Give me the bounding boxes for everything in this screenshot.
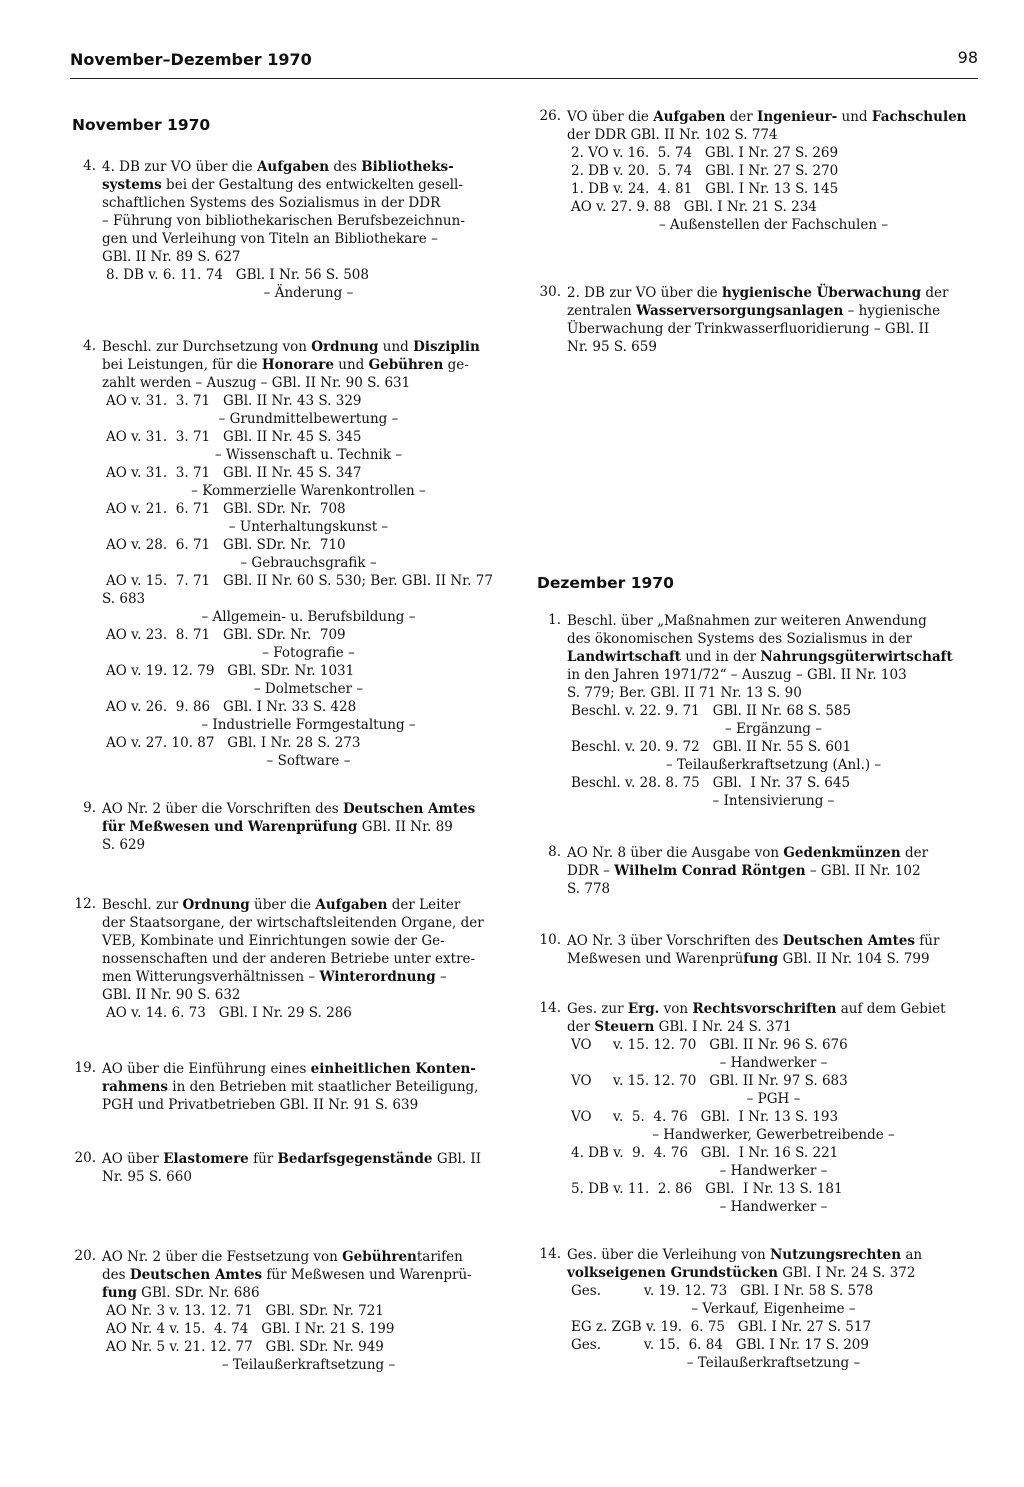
entry-number: 10. (539, 932, 561, 948)
sub-topic: – Teilaußerkraftsetzung – (221, 1357, 396, 1373)
sub-reference: 4. DB v. 9. 4. 76 GBl. I Nr. 16 S. 221 (571, 1145, 839, 1161)
entry-number: 19. (74, 1060, 96, 1076)
sub-topic: – Teilaußerkraftsetzung – (686, 1355, 861, 1371)
sub-reference: 2. DB v. 20. 5. 74 GBl. I Nr. 27 S. 270 (571, 163, 839, 179)
sub-reference: VO v. 15. 12. 70 GBl. II Nr. 97 S. 683 (571, 1073, 848, 1089)
sub-topic: – Industrielle Formgestaltung – (201, 717, 416, 733)
sub-topic: – Handwerker – (719, 1055, 828, 1071)
entry-line: S. 779; Ber. GBl. II 71 Nr. 13 S. 90 (567, 685, 802, 701)
sub-reference: AO v. 21. 6. 71 GBl. SDr. Nr. 708 (106, 501, 346, 517)
sub-topic: – Intensivierung – (712, 793, 835, 809)
entry-body (567, 612, 980, 810)
entry-number: 14. (539, 1246, 561, 1262)
entry-line: Nr. 95 S. 659 (567, 339, 657, 355)
sub-topic: – Software – (266, 753, 351, 769)
entry-line: Meßwesen und Warenprüfung GBl. II Nr. 104 S. 799 (567, 951, 930, 967)
entry-line: volkseigenen Grundstücken GBl. I Nr. 24 S. 372 (567, 1265, 916, 1281)
sub-reference: AO v. 14. 6. 73 GBl. I Nr. 29 S. 286 (106, 1005, 352, 1021)
sub-reference: 8. DB v. 6. 11. 74 GBl. I Nr. 56 S. 508 (106, 267, 369, 283)
sub-reference: Beschl. v. 20. 9. 72 GBl. II Nr. 55 S. 601 (571, 739, 852, 755)
entry-body (102, 1150, 515, 1186)
entry (70, 1150, 515, 1186)
sub-topic: – Änderung – (263, 285, 354, 301)
entry-line: in den Jahren 1971/72“ – Auszug – GBl. II Nr. 103 (567, 667, 907, 683)
entry (535, 1246, 980, 1372)
entry-line: der Steuern GBl. I Nr. 24 S. 371 (567, 1019, 792, 1035)
entry (535, 284, 980, 356)
entry-line: Nr. 95 S. 660 (102, 1169, 192, 1185)
sub-topic: – Handwerker – (719, 1163, 828, 1179)
sub-topic: – PGH – (746, 1091, 801, 1107)
sub-topic: – Handwerker – (719, 1199, 828, 1215)
sub-reference: AO v. 15. 7. 71 GBl. II Nr. 60 S. 530; Ber. GBl. II Nr. 77 (106, 573, 493, 589)
sub-topic: – Teilaußerkraftsetzung (Anl.) – (665, 757, 882, 773)
entry-body (567, 284, 980, 356)
entry-line: gen und Verleihung von Titeln an Bibliothekare – (102, 231, 438, 247)
entry-line: S. 629 (102, 837, 146, 853)
entry-number: 26. (539, 108, 561, 124)
entry-body (567, 108, 980, 234)
entry-line: des ökonomischen Systems des Sozialismus in der (567, 631, 912, 647)
sub-topic: – Allgemein- u. Berufsbildung – (201, 609, 416, 625)
sub-reference: 1. DB v. 24. 4. 81 GBl. I Nr. 13 S. 145 (571, 181, 839, 197)
entry-body (102, 1060, 515, 1114)
entry-line: VEB, Kombinate und Einrichtungen sowie der Ge- (102, 933, 445, 949)
entry-body (102, 800, 515, 854)
sub-topic: – Wissenschaft u. Technik – (214, 447, 403, 463)
entry-line: GBl. II Nr. 90 S. 632 (102, 987, 241, 1003)
entry (535, 932, 980, 968)
sub-topic: – Fotografie – (262, 645, 355, 661)
entry-line: GBl. II Nr. 89 S. 627 (102, 249, 241, 265)
sub-reference: AO v. 27. 9. 88 GBl. I Nr. 21 S. 234 (571, 199, 817, 215)
sub-topic: – Unterhaltungskunst – (228, 519, 389, 535)
sub-reference: AO v. 19. 12. 79 GBl. SDr. Nr. 1031 (106, 663, 355, 679)
entry-number: 4. (83, 158, 96, 174)
sub-reference: Ges. v. 19. 12. 73 GBl. I Nr. 58 S. 578 (571, 1283, 874, 1299)
entry (535, 844, 980, 898)
entry-line: zentralen Wasserversorgungsanlagen – hygienische (567, 303, 941, 319)
entry-number: 20. (74, 1150, 96, 1166)
entry-line: S. 778 (567, 881, 611, 897)
entry-body (567, 932, 980, 968)
sub-reference: AO v. 31. 3. 71 GBl. II Nr. 45 S. 345 (106, 429, 362, 445)
entry-line: fung GBl. SDr. Nr. 686 (102, 1285, 260, 1301)
sub-reference: 2. VO v. 16. 5. 74 GBl. I Nr. 27 S. 269 (571, 145, 839, 161)
entry-line: 2. DB zur VO über die hygienische Überwachung der (567, 285, 949, 301)
entry (535, 612, 980, 810)
entry-line: nossenschaften und der anderen Betriebe unter extre- (102, 951, 476, 967)
entry-number: 8. (548, 844, 561, 860)
running-title: November–Dezember 1970 (70, 50, 312, 69)
entry-line: AO über Elastomere für Bedarfsgegenstände GBl. II (102, 1151, 482, 1167)
entry-number: 12. (74, 896, 96, 912)
sub-topic: – Verkauf, Eigenheime – (691, 1301, 856, 1317)
sub-reference: VO v. 5. 4. 76 GBl. I Nr. 13 S. 193 (571, 1109, 839, 1125)
sub-reference: Ges. v. 15. 6. 84 GBl. I Nr. 17 S. 209 (571, 1337, 869, 1353)
entry-body (102, 338, 515, 770)
entry (70, 1060, 515, 1114)
entry (70, 338, 515, 770)
entry-line: men Witterungsverhältnissen – Winterordnung – (102, 969, 447, 985)
section-heading-dezember: Dezember 1970 (537, 574, 674, 592)
sub-reference: AO v. 26. 9. 86 GBl. I Nr. 33 S. 428 (106, 699, 357, 715)
entry-number: 30. (539, 284, 561, 300)
sub-reference: EG z. ZGB v. 19. 6. 75 GBl. I Nr. 27 S. 517 (571, 1319, 872, 1335)
sub-topic: – Grundmittelbewertung – (218, 411, 399, 427)
sub-reference: 5. DB v. 11. 2. 86 GBl. I Nr. 13 S. 181 (571, 1181, 843, 1197)
entry-body (102, 158, 515, 302)
entry-line: zahlt werden – Auszug – GBl. II Nr. 90 S. 631 (102, 375, 411, 391)
page-number: 98 (957, 48, 978, 67)
sub-reference: AO v. 23. 8. 71 GBl. SDr. Nr. 709 (106, 627, 346, 643)
entry-line: AO Nr. 2 über die Festsetzung von Gebührentarifen (102, 1249, 463, 1265)
sub-reference-continuation: S. 683 (102, 591, 146, 607)
entry (70, 158, 515, 302)
entry-line: schaftlichen Systems des Sozialismus in der DDR (102, 195, 441, 211)
entry-line: Ges. zur Erg. von Rechtsvorschriften auf dem Gebiet (567, 1001, 946, 1017)
entry-body (567, 844, 980, 898)
sub-topic: – Handwerker, Gewerbetreibende – (652, 1127, 895, 1143)
sub-topic: – Dolmetscher – (253, 681, 364, 697)
entry-body (567, 1000, 980, 1216)
sub-reference: Beschl. v. 28. 8. 75 GBl. I Nr. 37 S. 645 (571, 775, 851, 791)
entry-line: Beschl. über „Maßnahmen zur weiteren Anwendung (567, 613, 927, 629)
entry-number: 9. (83, 800, 96, 816)
entry-number: 1. (548, 612, 561, 628)
entry-number: 4. (83, 338, 96, 354)
entry-line: – Führung von bibliothekarischen Berufsbezeichnun- (102, 213, 465, 229)
entry-line: Beschl. zur Durchsetzung von Ordnung und Disziplin (102, 339, 480, 355)
entry-body (102, 1248, 515, 1374)
entry-line: rahmens in den Betrieben mit staatlicher Beteiligung, (102, 1079, 479, 1095)
sub-topic: – Ergänzung – (725, 721, 822, 737)
sub-reference: AO Nr. 5 v. 21. 12. 77 GBl. SDr. Nr. 949 (106, 1339, 384, 1355)
entry-line: für Meßwesen und Warenprüfung GBl. II Nr. 89 (102, 819, 453, 835)
sub-topic: – Kommerzielle Warenkontrollen – (191, 483, 426, 499)
entry-line: AO Nr. 3 über Vorschriften des Deutschen Amtes für (567, 933, 940, 949)
entry-line: bei Leistungen, für die Honorare und Gebühren ge- (102, 357, 469, 373)
sub-reference: AO Nr. 3 v. 13. 12. 71 GBl. SDr. Nr. 721 (106, 1303, 384, 1319)
sub-reference: AO v. 27. 10. 87 GBl. I Nr. 28 S. 273 (106, 735, 361, 751)
entry-line: AO Nr. 2 über die Vorschriften des Deutschen Amtes (102, 801, 476, 817)
entry-line: 4. DB zur VO über die Aufgaben des Bibliotheks- (102, 159, 454, 175)
entry (70, 800, 515, 854)
entry-line: AO Nr. 8 über die Ausgabe von Gedenkmünzen der (567, 845, 929, 861)
sub-reference: AO Nr. 4 v. 15. 4. 74 GBl. I Nr. 21 S. 199 (106, 1321, 395, 1337)
sub-reference: AO v. 31. 3. 71 GBl. II Nr. 45 S. 347 (106, 465, 362, 481)
entry-number: 14. (539, 1000, 561, 1016)
entry-line: Landwirtschaft und in der Nahrungsgüterwirtschaft (567, 649, 953, 665)
entry-line: des Deutschen Amtes für Meßwesen und Warenprü- (102, 1267, 472, 1283)
entry-line: der Staatsorgane, der wirtschaftsleitenden Organe, der (102, 915, 484, 931)
sub-reference: AO v. 31. 3. 71 GBl. II Nr. 43 S. 329 (106, 393, 362, 409)
entry-line: Ges. über die Verleihung von Nutzungsrechten an (567, 1247, 923, 1263)
entry-line: AO über die Einführung eines einheitlichen Konten- (102, 1061, 476, 1077)
entry-line: DDR – Wilhelm Conrad Röntgen – GBl. II Nr. 102 (567, 863, 921, 879)
entry-line: systems bei der Gestaltung des entwickelten gesell- (102, 177, 463, 193)
entry-line: PGH und Privatbetrieben GBl. II Nr. 91 S. 639 (102, 1097, 419, 1113)
entry (535, 1000, 980, 1216)
entry-line: Überwachung der Trinkwasserfluoridierung – GBl. II (567, 321, 930, 337)
entry-line: Beschl. zur Ordnung über die Aufgaben der Leiter (102, 897, 461, 913)
page-header (70, 48, 978, 79)
sub-topic: – Außenstellen der Fachschulen – (658, 217, 889, 233)
entry-body (102, 896, 515, 1022)
sub-reference: AO v. 28. 6. 71 GBl. SDr. Nr. 710 (106, 537, 346, 553)
entry-body (567, 1246, 980, 1372)
entry-line: VO über die Aufgaben der Ingenieur- und Fachschulen (567, 109, 967, 125)
entry (70, 896, 515, 1022)
entry (535, 108, 980, 234)
entry-number: 20. (74, 1248, 96, 1264)
sub-topic: – Gebrauchsgrafik – (240, 555, 377, 571)
entry-line: der DDR GBl. II Nr. 102 S. 774 (567, 127, 778, 143)
section-heading-november: November 1970 (72, 116, 211, 134)
sub-reference: VO v. 15. 12. 70 GBl. II Nr. 96 S. 676 (571, 1037, 848, 1053)
sub-reference: Beschl. v. 22. 9. 71 GBl. II Nr. 68 S. 585 (571, 703, 852, 719)
entry (70, 1248, 515, 1374)
